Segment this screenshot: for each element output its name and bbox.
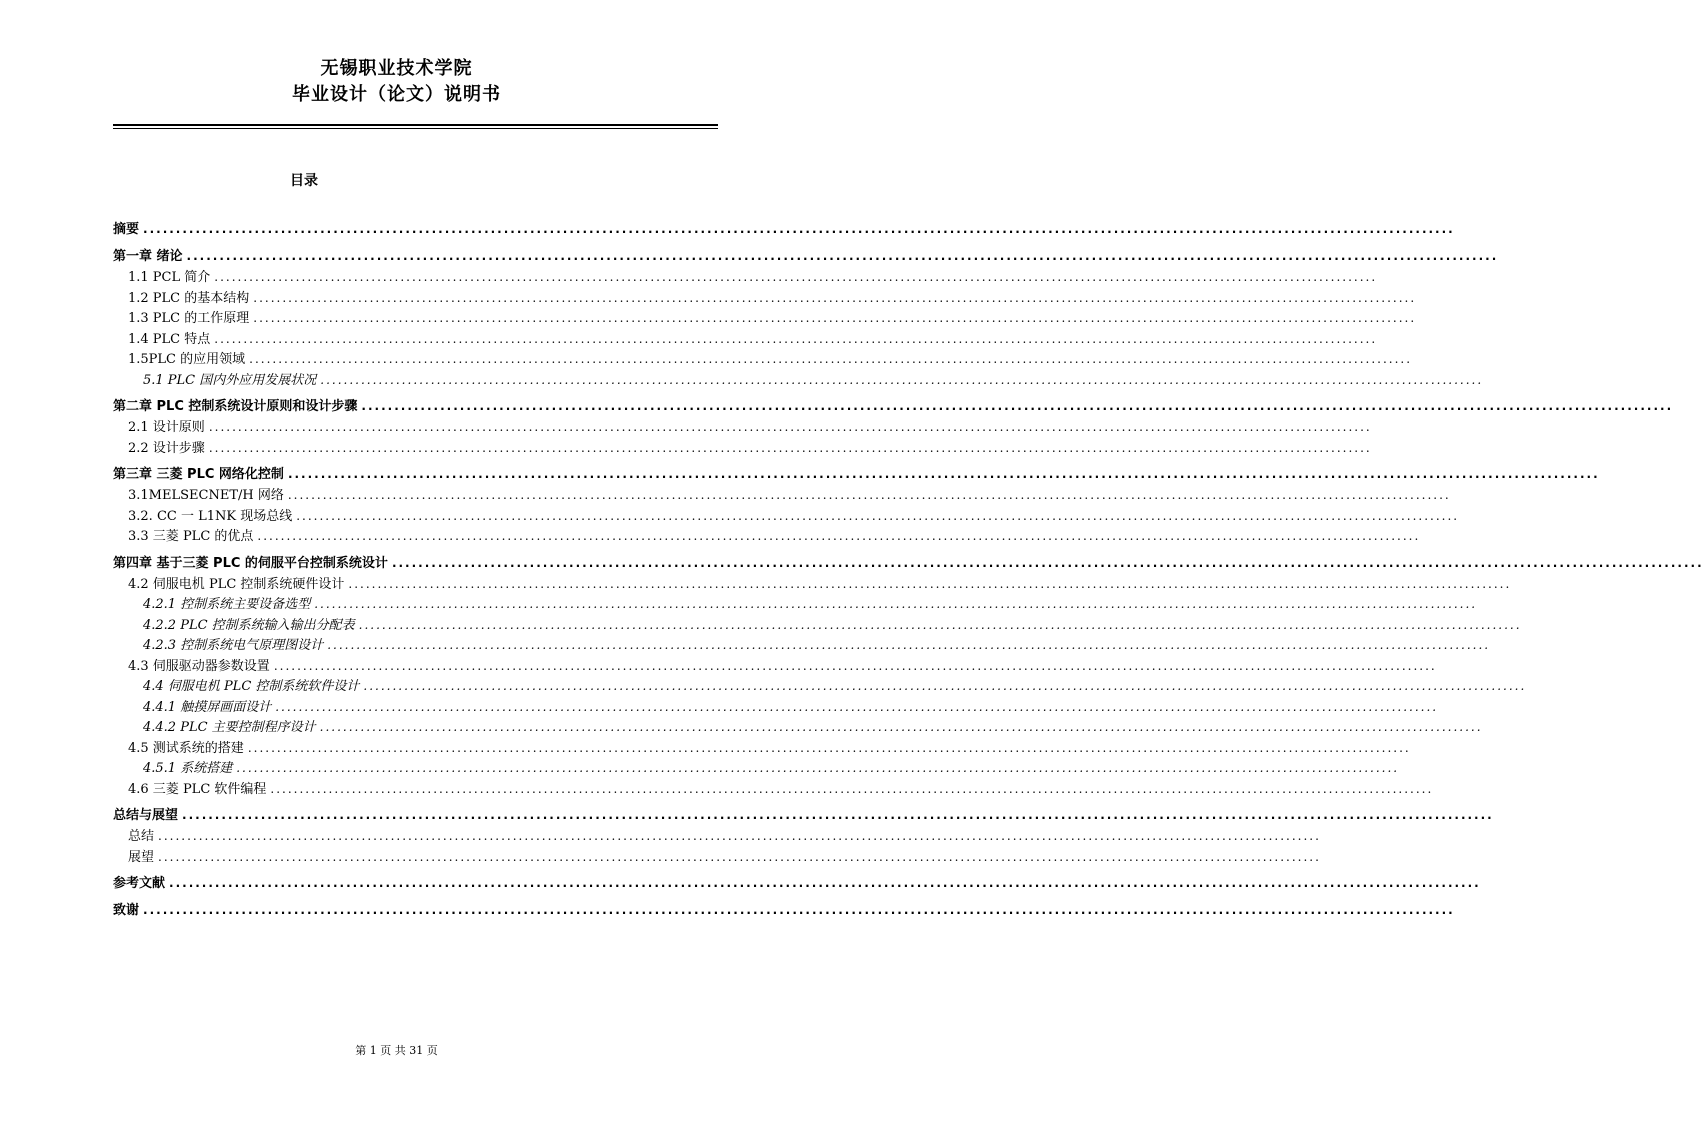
toc-heading: 目录 xyxy=(290,173,318,189)
toc-entry[interactable] xyxy=(113,438,1372,459)
toc-entry-label: 摘要 xyxy=(113,222,140,237)
toc-leader-dots: ........................................................................................................................................................................................................ xyxy=(158,849,1321,864)
toc-entry-label: 2.1 设计原则 xyxy=(128,420,205,435)
toc-leader-dots: ........................................................................................................................................................................................................ xyxy=(208,420,1372,434)
toc-entry[interactable] xyxy=(113,417,1372,438)
toc-entry-label: 4.2.2 PLC 控制系统输入输出分配表 xyxy=(143,617,355,633)
toc-leader-dots: ........................................................................................................................................................................................................ xyxy=(314,597,1478,611)
toc-leader-dots: ........................................................................................................................................................................................................ xyxy=(363,679,1527,693)
toc-leader-dots: ........................................................................................................................................................................................................ xyxy=(247,740,1411,755)
toc-leader-dots: ........................................................................................................................................................................................................ xyxy=(287,467,1600,481)
toc-leader-dots: ........................................................................................................................................................................................................ xyxy=(273,658,1437,673)
toc-entry[interactable] xyxy=(113,717,1483,738)
toc-entry[interactable] xyxy=(113,267,1378,288)
toc-entry[interactable] xyxy=(113,779,1434,800)
toc-entry[interactable] xyxy=(113,758,1400,779)
toc-leader-dots: ........................................................................................................................................................................................................ xyxy=(253,311,1417,325)
toc-entry[interactable] xyxy=(113,485,1451,506)
toc-entry[interactable] xyxy=(113,526,1421,547)
toc-entry[interactable] xyxy=(113,826,1321,847)
toc-leader-dots: ........................................................................................................................................................................................................ xyxy=(391,555,1704,570)
toc-entry-label: 4.2.3 控制系统电气原理图设计 xyxy=(143,638,324,653)
toc-entry-label: 第二章 PLC 控制系统设计原则和设计步骤 xyxy=(113,399,358,414)
toc-entry-label: 参考文献 xyxy=(113,876,166,891)
table-of-contents xyxy=(113,218,1704,921)
toc-entry[interactable] xyxy=(113,463,1600,485)
toc-entry-label: 4.6 三菱 PLC 软件编程 xyxy=(128,781,267,797)
toc-leader-dots: ........................................................................................................................................................................................................ xyxy=(249,352,1413,366)
toc-entry[interactable] xyxy=(113,574,1512,595)
header-rule-thick xyxy=(113,124,718,126)
toc-entry[interactable] xyxy=(113,288,1417,309)
toc-entry-label: 第一章 绪论 xyxy=(113,249,183,264)
toc-entry[interactable] xyxy=(113,329,1378,350)
school-name: 无锡职业技术学院 xyxy=(320,58,473,79)
toc-leader-dots: ........................................................................................................................................................................................................ xyxy=(358,617,1522,632)
toc-entry[interactable] xyxy=(113,804,1494,826)
header-rule-thin xyxy=(113,128,718,129)
toc-entry-label: 1.1 PCL 简介 xyxy=(128,270,211,285)
toc-entry-label: 第四章 基于三菱 PLC 的伺服平台控制系统设计 xyxy=(113,555,388,571)
toc-entry[interactable] xyxy=(113,847,1321,868)
toc-entry-label: 4.5 测试系统的搭建 xyxy=(128,740,244,756)
toc-entry-label: 1.5PLC 的应用领域 xyxy=(128,352,246,367)
toc-entry-label: 4.2.1 控制系统主要设备选型 xyxy=(143,597,311,612)
toc-leader-dots: ........................................................................................................................................................................................................ xyxy=(319,720,1483,734)
toc-entry[interactable] xyxy=(113,395,1674,417)
toc-entry[interactable] xyxy=(113,635,1491,656)
toc-leader-dots: ........................................................................................................................................................................................................ xyxy=(296,508,1460,523)
toc-leader-dots: ........................................................................................................................................................................................................ xyxy=(158,829,1321,843)
toc-leader-dots: ........................................................................................................................................................................................................ xyxy=(275,699,1439,714)
toc-entry[interactable] xyxy=(113,349,1413,370)
toc-leader-dots: ........................................................................................................................................................................................................ xyxy=(320,372,1484,387)
toc-leader-dots: ........................................................................................................................................................................................................ xyxy=(270,781,1434,796)
toc-leader-dots: ........................................................................................................................................................................................................ xyxy=(327,638,1491,652)
toc-entry-label: 4.5.1 系统搭建 xyxy=(143,761,233,776)
toc-entry[interactable] xyxy=(113,899,1455,921)
document-type-title: 毕业设计（论文）说明书 xyxy=(292,84,501,105)
toc-leader-dots: ........................................................................................................................................................................................................ xyxy=(361,399,1674,413)
toc-entry[interactable] xyxy=(113,872,1481,894)
toc-entry-label: 1.3 PLC 的工作原理 xyxy=(128,311,250,326)
toc-leader-dots: ........................................................................................................................................................................................................ xyxy=(186,249,1499,263)
toc-entry[interactable] xyxy=(113,218,1455,240)
toc-entry[interactable] xyxy=(113,594,1478,615)
toc-leader-dots: ........................................................................................................................................................................................................ xyxy=(287,488,1451,502)
toc-leader-dots: ........................................................................................................................................................................................................ xyxy=(257,529,1421,543)
toc-entry-label: 总结 xyxy=(128,829,155,844)
toc-entry-label: 1.4 PLC 特点 xyxy=(128,331,211,347)
toc-entry-label: 4.3 伺服驱动器参数设置 xyxy=(128,658,270,674)
toc-entry-label: 4.4 伺服电机 PLC 控制系统软件设计 xyxy=(143,679,360,694)
toc-entry[interactable] xyxy=(113,697,1439,718)
toc-entry-label: 3.1MELSECNET/H 网络 xyxy=(128,488,284,503)
toc-entry[interactable] xyxy=(113,656,1437,677)
toc-entry-label: 4.4.1 触摸屏画面设计 xyxy=(143,699,272,715)
toc-entry-label: 5.1 PLC 国内外应用发展状况 xyxy=(143,372,317,388)
toc-entry[interactable] xyxy=(113,308,1417,329)
toc-leader-dots: ........................................................................................................................................................................................................ xyxy=(253,290,1417,305)
page-footer: 第 1 页 共 31 页 xyxy=(355,1044,438,1057)
toc-entry[interactable] xyxy=(113,552,1704,574)
toc-entry-label: 展望 xyxy=(128,849,155,865)
toc-leader-dots: ........................................................................................................................................................................................................ xyxy=(214,270,1378,284)
toc-entry-label: 4.4.2 PLC 主要控制程序设计 xyxy=(143,720,316,735)
toc-entry[interactable] xyxy=(113,676,1527,697)
toc-entry[interactable] xyxy=(113,370,1484,391)
toc-leader-dots: ........................................................................................................................................................................................................ xyxy=(182,808,1494,822)
toc-leader-dots: ........................................................................................................................................................................................................ xyxy=(214,331,1378,346)
toc-leader-dots: ........................................................................................................................................................................................................ xyxy=(143,903,1455,917)
toc-entry-label: 3.2. CC 一 L1NK 现场总线 xyxy=(128,508,293,524)
toc-entry-label: 1.2 PLC 的基本结构 xyxy=(128,290,250,306)
toc-entry-label: 4.2 伺服电机 PLC 控制系统硬件设计 xyxy=(128,576,345,592)
toc-entry-label: 致谢 xyxy=(113,903,140,918)
toc-entry-label: 2.2 设计步骤 xyxy=(128,440,205,456)
toc-leader-dots: ........................................................................................................................................................................................................ xyxy=(208,440,1372,455)
toc-leader-dots: ........................................................................................................................................................................................................ xyxy=(143,222,1455,236)
document-header xyxy=(0,56,793,108)
toc-entry-label: 总结与展望 xyxy=(113,808,179,823)
toc-entry[interactable] xyxy=(113,738,1411,759)
toc-leader-dots: ........................................................................................................................................................................................................ xyxy=(169,876,1481,890)
toc-entry[interactable] xyxy=(113,245,1499,267)
toc-entry[interactable] xyxy=(113,506,1460,527)
toc-entry[interactable] xyxy=(113,615,1522,636)
toc-leader-dots: ........................................................................................................................................................................................................ xyxy=(348,576,1512,591)
toc-leader-dots: ........................................................................................................................................................................................................ xyxy=(236,761,1400,775)
toc-entry-label: 3.3 三菱 PLC 的优点 xyxy=(128,529,254,544)
toc-entry-label: 第三章 三菱 PLC 网络化控制 xyxy=(113,467,284,482)
